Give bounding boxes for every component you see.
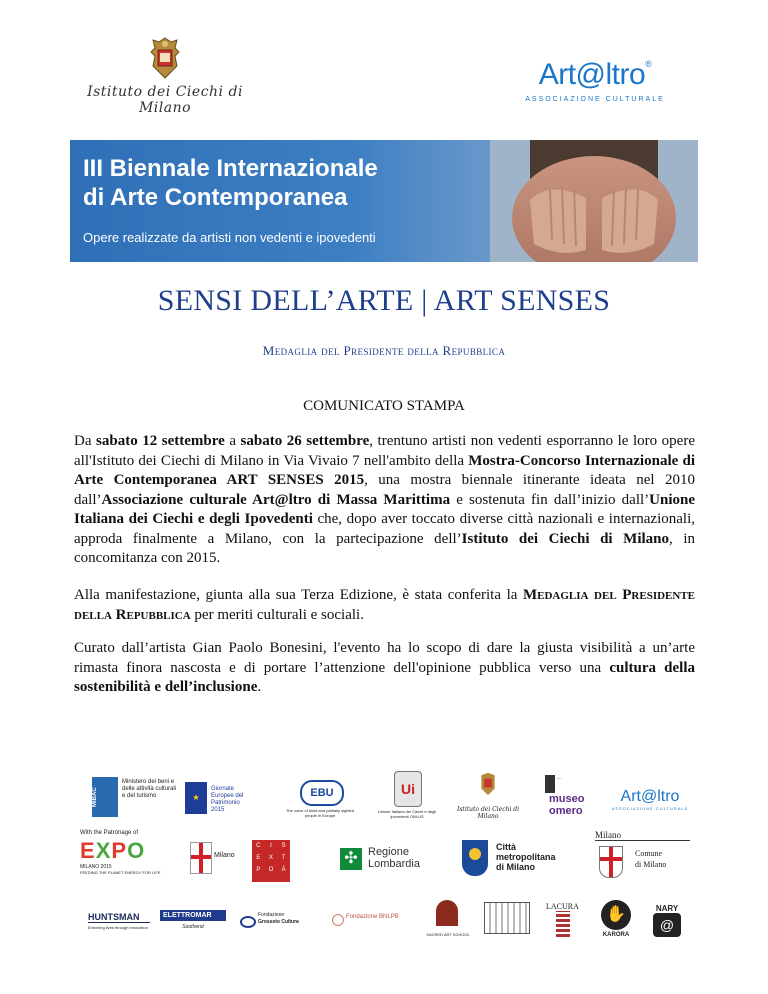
person-covering-eyes-image — [490, 140, 698, 262]
istituto-logo — [75, 36, 255, 116]
sacred-text: SACRED ART SCHOOL — [426, 932, 470, 937]
medal-name: Medaglia del Presidente della Repubblica — [74, 587, 695, 623]
milano-cross-logo — [190, 842, 245, 876]
ebu-subtext: The voice of blind and partially sighted people in Europe — [285, 808, 355, 818]
fondazione-grosseto-logo — [240, 912, 315, 934]
bnl-name: Fondazione BNLPB — [346, 914, 399, 920]
regione-line2: Lombardia — [368, 858, 420, 870]
artaltro-small-logo — [610, 788, 690, 818]
exhibition-name: Mostra-Concorso Internazionale di Arte Contemporanea ART SENSES 2015 — [74, 452, 695, 488]
eu-stars-icon: ★ — [185, 782, 207, 814]
giornate-text: Giornate Europee del Patrimonio 2015 — [211, 786, 244, 813]
comune-shield-icon — [599, 846, 623, 878]
nary-logo — [648, 904, 686, 940]
date-start: sabato 12 settembre — [96, 433, 225, 449]
culture-phrase: cultura della sostenibilità e dell’inclusione — [74, 659, 695, 695]
elettromar-name: ELETTROMAR — [160, 910, 226, 921]
regione-line1: Regione — [368, 846, 409, 858]
page-title: SENSI DELL’ARTE | ART SENSES — [157, 284, 611, 317]
mibac-logo — [92, 775, 177, 821]
regione-lombardia-logo — [340, 846, 440, 876]
registered-mark: ® — [645, 59, 652, 69]
paragraph-2: Alla manifestazione, giunta alla sua Terza Edizione, è stata conferita la Medaglia del Presidente della Repubblica per meriti culturali e sociali. — [74, 587, 695, 623]
building-icon — [484, 902, 530, 934]
uici-text: Unione Italiana dei Ciechi e degli Ipovedenti ONLUS — [377, 809, 437, 819]
uici-logo — [372, 771, 442, 821]
comune-line1: Comune — [635, 849, 663, 858]
huntsman-sub: Enriching lives through innovation — [88, 925, 148, 930]
fondazione-bnl-logo — [332, 912, 412, 932]
hand-icon: ✋ — [601, 900, 631, 930]
expo-wordmark: EXPO — [80, 838, 146, 863]
ebu-label: EBU — [300, 780, 344, 806]
paragraph-1: Da sabato 12 settembre a sabato 26 settembre, trentuno artisti non vedenti esporranno le loro opere all'Istituto dei Ciechi di Milano in Via Vivaio 7 nell'ambito della Mostra-Concorso Internazionale di Arte Contemporanea ART SENSES 2015, una mostra biennale itinerante ideata nel 2010 dall’Associazione culturale Art@ltro di Massa Marittima e sostenuta fin dall’inizio dall’Unione Italiana dei Ciechi e degli Ipovedenti che, dopo aver toccato diverse città nazionali e internazionali, approda finalmente a Milano, con la partecipazione dell’Istituto dei Ciechi di Milano, in concomitanza con 2015. — [74, 433, 695, 566]
crest-small-icon — [478, 770, 498, 798]
mibac-label: MiBAC — [92, 777, 118, 817]
banner-subtitle: Opere realizzate da artisti non vedenti e ipovedenti — [83, 230, 376, 245]
press-release-heading: COMUNICATO STAMPA — [303, 398, 465, 414]
artaltro-name: Art@ltro — [538, 58, 646, 91]
elettromar-logo — [160, 910, 226, 936]
milano-label-2: Milano — [595, 830, 690, 841]
citta-metropolitana-logo — [462, 840, 572, 880]
istituto-name: Istituto dei Ciechi di Milano — [87, 84, 243, 116]
cisextpoa-logo — [252, 840, 290, 882]
cisextpoa-grid: C I S E X T P O Á — [256, 843, 286, 873]
artaltro-logo — [510, 60, 680, 103]
banner-title-line1: III Biennale Internazionale — [83, 155, 378, 182]
rosa-camuna-icon: ✣ — [340, 848, 362, 870]
elettromar-sub: Southend — [182, 924, 204, 930]
association-name: Associazione culturale Art@ltro di Massa Marittima — [101, 491, 451, 508]
medaglia-subtitle: Medaglia del Presidente della Repubblica — [262, 343, 506, 358]
biennale-banner — [70, 140, 698, 262]
expo-sub2: FEEDING THE PLANET ENERGY FOR LIFE — [80, 870, 161, 875]
grosseto-line2: Grosseto Cultura — [258, 919, 299, 925]
ministero-text: Ministero dei beni e delle attività culturali e del turismo — [122, 779, 177, 799]
union-name: Unione Italiana dei Ciechi e degli Ipovedenti — [74, 491, 695, 527]
artaltro-small-sub: ASSOCIAZIONE CULTURALE — [611, 806, 689, 811]
spiral-icon: @ — [653, 913, 681, 937]
karora-logo — [598, 900, 634, 944]
nary-name: NARY — [655, 904, 679, 913]
date-end: sabato 26 settembre — [240, 433, 370, 449]
artaltro-subtitle: ASSOCIAZIONE CULTURALE — [525, 96, 665, 103]
comune-milano-logo — [595, 830, 690, 882]
bnl-mark-icon — [332, 914, 344, 926]
lacura-mark-icon — [556, 911, 570, 937]
grosseto-line1: Fondazione — [258, 912, 285, 918]
institute-name: Istituto dei Ciechi di Milano — [461, 530, 669, 547]
museo-text: museo omero — [549, 793, 585, 817]
ebu-logo — [280, 780, 360, 820]
huntsman-name: HUNTSMAN — [88, 912, 150, 923]
banner-title — [83, 154, 378, 212]
sacred-art-school-logo — [424, 900, 472, 944]
lacura-logo — [546, 902, 582, 944]
istituto-small-text: Istituto dei Ciechi di Milano — [456, 806, 520, 820]
karora-name: KARORA — [602, 932, 630, 938]
giornate-europee-logo — [185, 782, 253, 816]
crest-icon — [147, 36, 183, 80]
banner-title-line2: di Arte Contemporanea — [83, 184, 348, 211]
patronage-text: With the Patronage of — [80, 830, 139, 836]
milano-label-1: Milano — [214, 852, 235, 859]
huntsman-logo — [88, 912, 150, 936]
building-sketch-logo — [484, 898, 530, 938]
istituto-small-logo — [448, 770, 528, 822]
grosseto-mark-icon — [240, 916, 256, 928]
citta-line3: di Milano — [496, 862, 535, 872]
citta-shield-icon — [462, 840, 488, 876]
citta-line1: Città — [496, 842, 516, 852]
paragraph-3: Curato dall’artista Gian Paolo Bonesini, l'evento ha lo scopo di dare la giusta visibilità a un’arte rimasta finora nascosta e di portare l’attenzione dell'opinione pubblica verso una cultura della sostenibilità e dell’inclusione. — [74, 640, 695, 695]
comune-line2: di Milano — [635, 860, 667, 869]
expo-sub1: MILANO 2015 — [80, 864, 112, 870]
cross-shield-icon — [190, 842, 212, 874]
expo-logo — [80, 830, 165, 890]
museo-omero-logo: — museo omero — [545, 775, 603, 821]
lacura-name: LACURA — [546, 902, 579, 911]
dome-icon — [436, 900, 458, 926]
citta-line2: metropolitana — [496, 852, 556, 862]
artaltro-small-name: Art@ltro — [620, 788, 680, 805]
uici-mark-icon: Ui — [394, 771, 422, 807]
